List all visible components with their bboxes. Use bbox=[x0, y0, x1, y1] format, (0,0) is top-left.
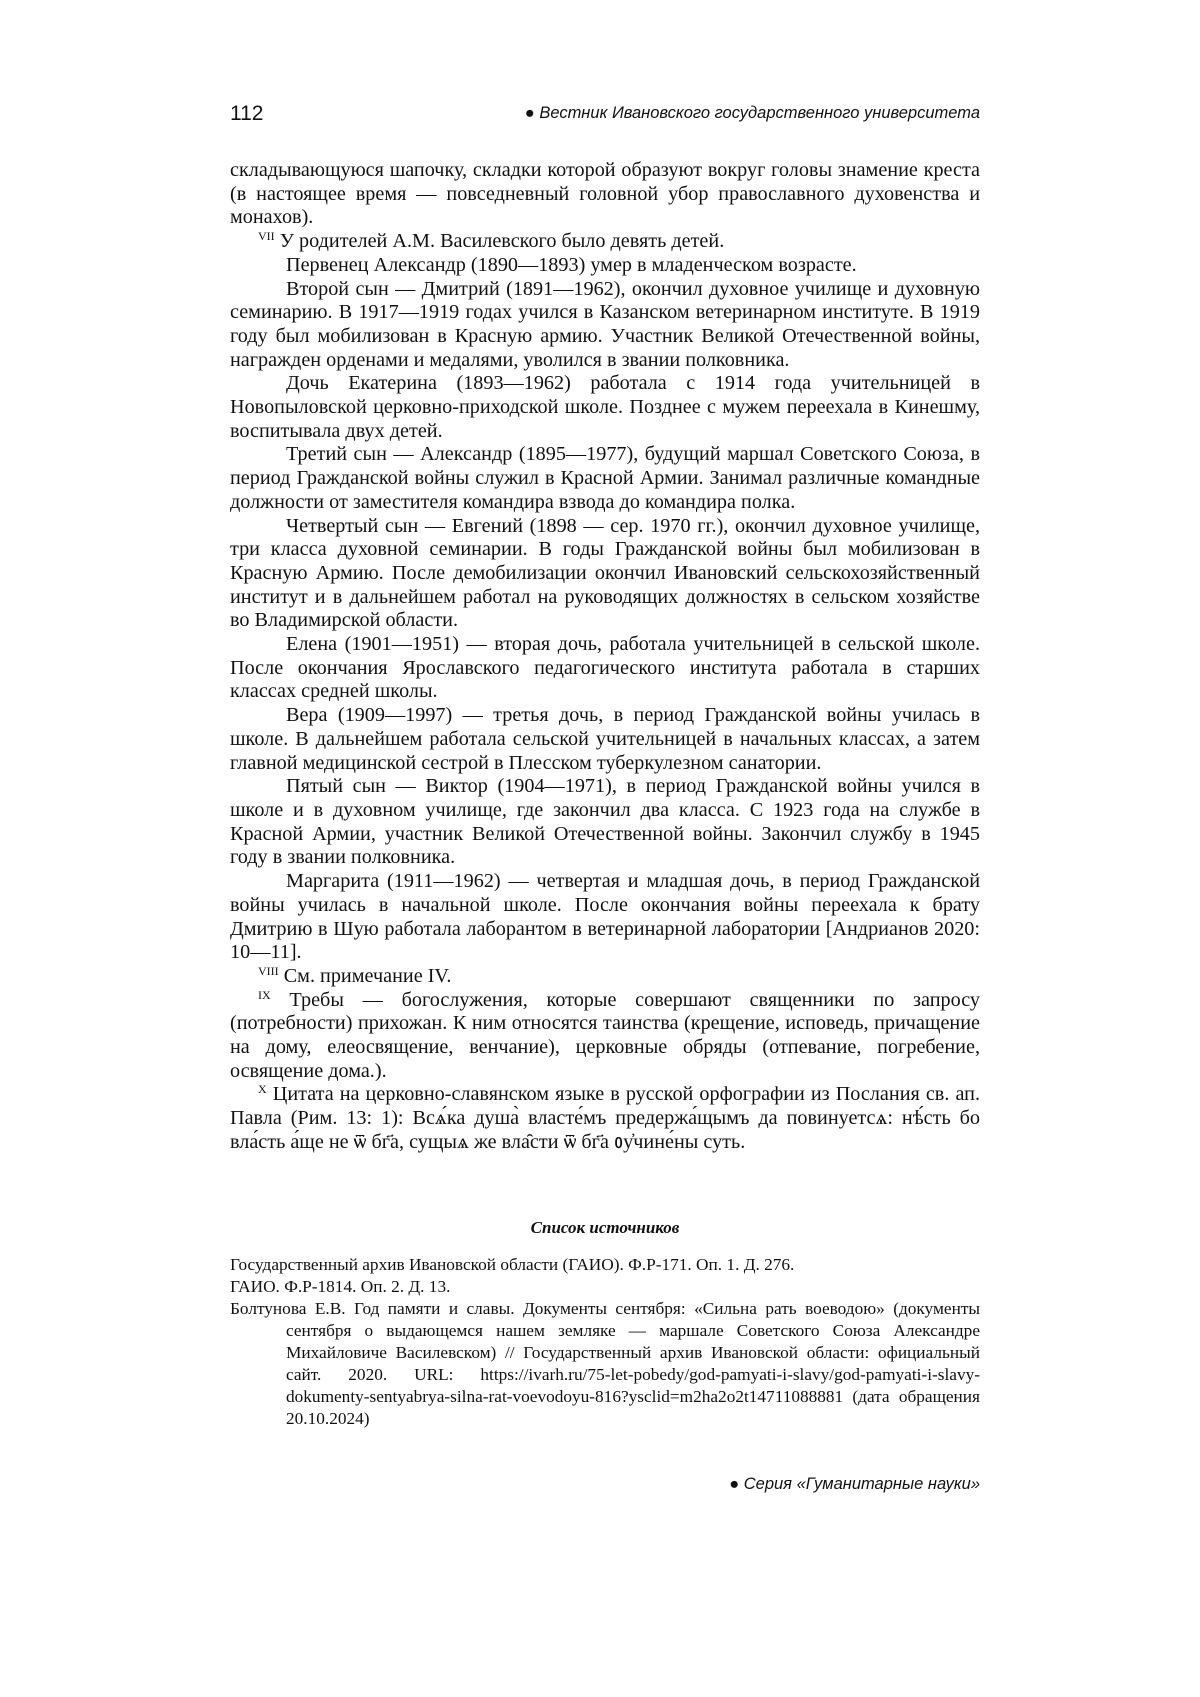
paragraph-continued: складывающуюся шапочку, складки которой образуют вокруг головы знамение креста (в настоящее время — повседневный головной убор православного духовенства и монахов). bbox=[230, 159, 980, 229]
endnote-text: См. примечание IV. bbox=[278, 964, 452, 987]
endnote-9 bbox=[230, 989, 980, 1084]
paragraph-viktor: Пятый сын — Виктор (1904—1971), в период Гражданской войны учился в школе и в духовном училище, где закончил два класса. С 1923 года на службе в Красной Армии, участник Великой Отечественной войны. Закончил службу в 1945 году в звании полковника. bbox=[230, 775, 980, 869]
endnote-marker: VII bbox=[258, 229, 275, 244]
endnote-text: У родителей А.М. Василевского было девять детей. bbox=[274, 230, 725, 253]
endnote-text: Требы — богослужения, которые совершают священники по запросу (потребности) прихожан. К ним относятся таинства (крещение, исповедь, причащение на дому, елеосвящение, венчание), церковные обряды (отпевание, погребение, освящение дома.). bbox=[230, 988, 980, 1082]
endnote-marker: IX bbox=[258, 987, 271, 1002]
paragraph-elena: Елена (1901—1951) — вторая дочь, работала учительницей в сельской школе. После окончания Ярославского педагогического института работала в старших классах средней школы. bbox=[230, 633, 980, 703]
bibliography-list bbox=[230, 1254, 980, 1430]
endnote-7 bbox=[230, 230, 980, 254]
paragraph-dmitry: Второй сын — Дмитрий (1891—1962), окончил духовное училище и духовную семинарию. В 1917—1919 годах учился в Казанском ветеринарном институте. В 1919 году был мобилизован в Красную армию. Участник Великой Отечественной войны, награжден орденами и медалями, уволился в звании полковника. bbox=[230, 277, 980, 371]
endnote-text: Цитата на церковно-славянском языке в русской орфографии из Послания св. ап. Павла (Рим. 13: 1): Всѧ́ка душа̀ власте́мъ предержа́щымъ да повинуетсѧ: нѣ́сть бо вла́сть а́ще не ѿ бг҃а, сущыѧ же вла̑сти ѿ бг҃а ᲂу҆чине́ны суть. bbox=[230, 1083, 980, 1153]
page-number: 112 bbox=[230, 102, 264, 125]
paragraph-vera: Вера (1909—1997) — третья дочь, в период Гражданской войны училась в школе. В дальнейшем работала сельской учительницей в начальных классах, а затем главной медицинской сестрой в Плесском туберкулезном санатории. bbox=[230, 704, 980, 774]
bibliography-entry: Болтунова Е.В. Год памяти и славы. Документы сентября: «Сильна рать воеводою» (документы сентября о выдающемся нашем земляке — маршале Советского Союза Александре Михайловиче Василевском) // Государственный архив Ивановской области: официальный сайт. 2020. URL: https://ivarh.ru/75-let-pobedy/god-pamyati-i-slavy/god-pamyati-i-slavy-dokumenty-sentyabrya-silna-rat-voevodoyu-816?ysclid=m2ha2o2t14711088881 (дата обращения 20.10.2024) bbox=[230, 1299, 980, 1428]
paragraph-alexander-marshal: Третий сын — Александр (1895—1977), будущий маршал Советского Союза, в период Гражданской войны служил в Красной Армии. Занимал различные командные должности от заместителя командира взвода до командира полка. bbox=[230, 443, 980, 513]
paragraph-margarita: Маргарита (1911—1962) — четвертая и младшая дочь, в период Гражданской войны училась в начальной школе. После окончания войны переехала к брату Дмитрию в Шую работала лаборантом в ветеринарной лаборатории [Андрианов 2020: 10—11]. bbox=[230, 870, 980, 964]
bibliography-heading: Список источников bbox=[530, 1218, 680, 1237]
page-header bbox=[230, 102, 980, 132]
series-footer: ● Серия «Гуманитарные науки» bbox=[729, 1475, 980, 1493]
paragraph-evgeny: Четвертый сын — Евгений (1898 — сер. 1970 гг.), окончил духовное училище, три класса духовной семинарии. В годы Гражданской войны был мобилизован в Красную Армию. После демобилизации окончил Ивановский сельскохозяйственный институт и в дальнейшем работал на руководящих должностях в сельском хозяйстве во Владимирской области. bbox=[230, 514, 980, 632]
endnote-marker: VIII bbox=[258, 963, 279, 978]
journal-title: ● Вестник Ивановского государственного университета bbox=[524, 104, 980, 122]
paragraph-alexander-firstborn: Первенец Александр (1890—1893) умер в младенческом возрасте. bbox=[286, 253, 857, 276]
bibliography-entry: Государственный архив Ивановской области (ГАИО). Ф.Р-171. Оп. 1. Д. 276. bbox=[230, 1255, 795, 1274]
endnote-8 bbox=[230, 965, 980, 989]
bibliography-entry: ГАИО. Ф.Р-1814. Оп. 2. Д. 13. bbox=[230, 1277, 451, 1296]
paragraph-ekaterina: Дочь Екатерина (1893—1962) работала с 1914 года учительницей в Новопыловской церковно-приходской школе. Позднее с мужем переехала в Кинешму, воспитывала двух детей. bbox=[230, 372, 980, 442]
endnote-marker: X bbox=[258, 1082, 267, 1097]
endnote-10 bbox=[230, 1083, 980, 1154]
body-text bbox=[230, 159, 980, 1155]
